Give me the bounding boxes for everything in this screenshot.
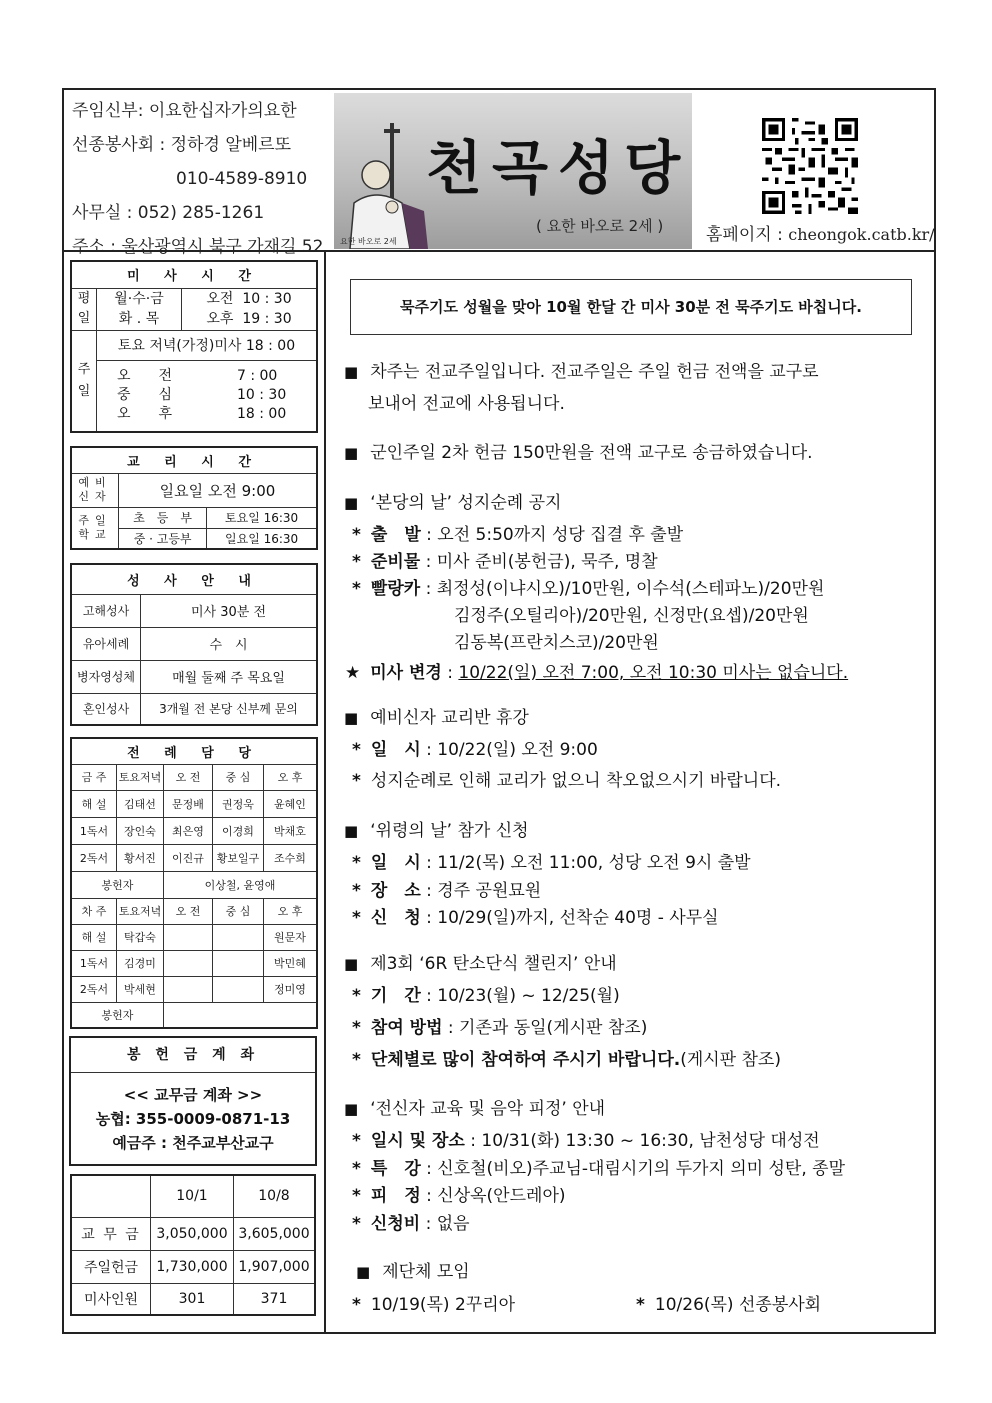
church-title: 천곡성당 — [426, 134, 691, 202]
minister: 이경희 — [213, 817, 264, 844]
carbon-period: * 기 간 : 10/23(월) ~ 12/25(월) — [352, 981, 620, 1006]
pope-illustration-icon — [340, 123, 428, 249]
role: 해 설 — [71, 924, 117, 950]
souls-day-apply: * 신 청 : 10/29(일)까지, 선착순 40명 - 사무실 — [352, 903, 719, 928]
catechumen-break-title: ■ 예비신자 교리반 휴강 — [344, 703, 529, 728]
col-header: 오 전 — [164, 898, 213, 924]
homepage-label: 홈페이지 : — [706, 225, 783, 245]
education-title: ■ ‘전신자 교육 및 음악 피정’ 안내 — [344, 1094, 605, 1119]
minister: 원문자 — [264, 924, 318, 950]
role: 2독서 — [71, 976, 117, 1002]
weekday-days-2: 화 . 목 — [118, 311, 160, 327]
education-when: * 일시 및 장소 : 10/31(화) 13:30 ~ 16:30, 남천성당 대성전 — [352, 1126, 820, 1151]
offering-label: 봉헌자 — [71, 871, 164, 898]
col-header: 토요저녁 — [117, 764, 164, 790]
pilgrimage-prep: * 준비물 : 미사 준비(봉헌금), 묵주, 명찰 — [352, 547, 658, 572]
sunday-mass-row: 중 심 10 : 30 — [117, 387, 287, 404]
carbon-group-note: * 단체별로 많이 참여하여 주시기 바랍니다.(게시판 참조) — [352, 1045, 781, 1070]
saturday-mass: 토요 저녁(가정)미사 18 : 00 — [97, 330, 318, 360]
finance-value: 3,050,000 — [151, 1217, 234, 1250]
offering-value — [164, 1002, 318, 1028]
role: 2독서 — [71, 844, 117, 871]
weekday-ampm-1: 오전 — [206, 291, 234, 307]
sacrament-name: 유아세례 — [71, 627, 141, 660]
finance-value: 1,907,000 — [234, 1250, 316, 1283]
catechumen-break-note: * 성지순례로 인해 교리가 없으니 착오없으시기 바랍니다. — [352, 766, 781, 791]
col-header: 금 주 — [71, 764, 117, 790]
minister — [213, 924, 264, 950]
weekday-label: 평일 — [71, 288, 97, 330]
col-header: 토요저녁 — [117, 898, 164, 924]
col-header: 중 심 — [213, 898, 264, 924]
education-retreat: * 피 정 : 신상옥(안드레아) — [352, 1181, 566, 1206]
rosary-notice: 묵주기도 성월을 맞아 10월 한달 간 미사 30분 전 묵주기도 바칩니다. — [350, 279, 912, 335]
souls-day-place: * 장 소 : 경주 공원묘원 — [352, 876, 541, 901]
minister: 황서진 — [117, 844, 164, 871]
homepage-link[interactable]: cheongok.catb.kr/ — [788, 225, 935, 244]
mass-times-title: 미 사 시 간 — [71, 261, 317, 288]
parish-info — [72, 94, 323, 264]
sunday-label: 주일 — [71, 330, 97, 432]
sacrament-value: 수 시 — [141, 627, 318, 660]
pilgrimage-donation-cont: 김정주(오틸리아)/20만원, 신정만(요셉)/20만원 — [454, 606, 809, 626]
account-holder: 예금주 : 천주교부산교구 — [112, 1134, 274, 1152]
minister — [213, 950, 264, 976]
minister: 문정배 — [164, 790, 213, 817]
catechism-title: 교 리 시 간 — [71, 447, 317, 473]
role: 1독서 — [71, 817, 117, 844]
minister: 조수희 — [264, 844, 318, 871]
minister: 윤혜인 — [264, 790, 318, 817]
col-header: 오 전 — [164, 764, 213, 790]
sacrament-value: 3개월 전 본당 신부께 문의 — [141, 693, 318, 725]
col-header: 차 주 — [71, 898, 117, 924]
school-group: 초 등 부 — [119, 507, 207, 528]
account-heading: << 교무금 계좌 >> — [123, 1086, 263, 1104]
mission-sunday-notice-cont: 보내어 전교에 사용됩니다. — [368, 394, 565, 414]
carbon-method: * 참여 방법 : 기존과 동일(게시판 참조) — [352, 1013, 647, 1038]
group-meeting: * 10/19(목) 2꾸리아 — [352, 1290, 515, 1315]
school-time: 토요일 16:30 — [207, 507, 317, 528]
finance-value: 301 — [151, 1283, 234, 1315]
finance-table — [70, 1174, 316, 1316]
minister — [164, 924, 213, 950]
carbon-challenge-title: ■ 제3회 ‘6R 탄소단식 챌린지’ 안내 — [344, 949, 617, 974]
minister: 장인숙 — [117, 817, 164, 844]
minister — [164, 950, 213, 976]
sunday-mass-row: 오 후 18 : 00 — [117, 406, 287, 423]
pilgrimage-donation-cont: 김동복(프란치스코)/20만원 — [454, 633, 659, 653]
souls-day-date: * 일 시 : 11/2(목) 오전 11:00, 성당 오전 9시 출발 — [352, 848, 751, 873]
minister: 김태선 — [117, 790, 164, 817]
sacrament-name: 혼인성사 — [71, 693, 141, 725]
offering-account-box — [69, 1036, 317, 1166]
sacraments-title: 성 사 안 내 — [71, 564, 317, 594]
minister: 최은영 — [164, 817, 213, 844]
liturgy-title: 전 례 담 당 — [71, 738, 317, 764]
weekday-ampm-2: 오후 — [206, 311, 234, 327]
finance-value: 1,730,000 — [151, 1250, 234, 1283]
minister — [213, 976, 264, 1002]
account-number: 농협: 355-0009-0871-13 — [95, 1110, 291, 1128]
council-phone: 010-4589-8910 — [176, 169, 308, 189]
office-phone: 사무실 : 052) 285-1261 — [72, 203, 265, 223]
sacrament-value: 미사 30분 전 — [141, 594, 318, 627]
banner-caption: 요한 바오로 2세 — [340, 237, 397, 246]
sunday-school-label: 주일학교 — [71, 507, 119, 549]
church-subtitle: ( 요한 바오로 2세 ) — [536, 217, 664, 235]
minister: 권정욱 — [213, 790, 264, 817]
funeral-council: 선종봉사회 : 정하경 알베르또 — [72, 135, 292, 155]
sacrament-name: 병자영성체 — [71, 660, 141, 693]
pastor: 주임신부: 이요한십자가의요한 — [72, 101, 297, 121]
offering-value: 이상철, 윤영애 — [164, 871, 318, 898]
minister: 정미영 — [264, 976, 318, 1002]
liturgy-table — [70, 737, 318, 1029]
sacraments-table — [70, 563, 318, 726]
minister: 박세현 — [117, 976, 164, 1002]
finance-label: 미사인원 — [71, 1283, 151, 1315]
finance-value: 371 — [234, 1283, 316, 1315]
sunday-mass-row: 오 전 7 : 00 — [117, 368, 278, 385]
pilgrimage-depart: * 출 발 : 오전 5:50까지 성당 집결 후 출발 — [352, 520, 683, 545]
mass-change: ★ 미사 변경 : 10/22(일) 오전 7:00, 오전 10:30 미사는 없습니다. — [345, 658, 848, 683]
church-banner — [334, 93, 692, 249]
finance-corner — [71, 1175, 151, 1217]
minister: 황보일구 — [213, 844, 264, 871]
education-lecture: * 특 강 : 신호철(비오)주교님-대림시기의 두가지 의미 성탄, 종말 — [352, 1154, 845, 1179]
group-meeting: * 10/26(목) 선종봉사회 — [636, 1290, 821, 1315]
role: 1독서 — [71, 950, 117, 976]
sacrament-value: 매월 둘째 주 목요일 — [141, 660, 318, 693]
column-divider — [324, 250, 326, 1334]
address: 주소 : 울산광역시 북구 가재길 52 — [72, 237, 324, 257]
education-fee: * 신청비 : 없음 — [352, 1209, 470, 1234]
qr-code-icon[interactable] — [762, 118, 858, 214]
minister: 김경미 — [117, 950, 164, 976]
col-header: 중 심 — [213, 764, 264, 790]
catechumen-label: 예비신자 — [71, 473, 119, 507]
col-header: 오 후 — [264, 898, 318, 924]
finance-date: 10/8 — [234, 1175, 316, 1217]
finance-label: 주일헌금 — [71, 1250, 151, 1283]
pilgrimage-title: ■ ‘본당의 날’ 성지순례 공지 — [344, 488, 561, 513]
weekday-time-2: 19 : 30 — [242, 311, 292, 327]
minister: 박채호 — [264, 817, 318, 844]
finance-label: 교 무 금 — [71, 1217, 151, 1250]
groups-title: ■ 제단체 모임 — [356, 1257, 470, 1282]
pilgrimage-donation: * 빨랑카 : 최정성(이냐시오)/10만원, 이수석(스테파노)/20만원 — [352, 574, 824, 599]
mission-sunday-notice: ■ 차주는 전교주일입니다. 전교주일은 주일 헌금 전액을 교구로 — [344, 357, 819, 382]
role: 해 설 — [71, 790, 117, 817]
catechumen-break-date: * 일 시 : 10/22(일) 오전 9:00 — [352, 735, 598, 760]
weekday-days-1: 월·수·금 — [114, 291, 164, 307]
minister: 박민혜 — [264, 950, 318, 976]
finance-value: 3,605,000 — [234, 1217, 316, 1250]
finance-date: 10/1 — [151, 1175, 234, 1217]
school-group: 중 · 고등부 — [119, 528, 207, 549]
catechism-table — [70, 446, 318, 550]
minister: 이진규 — [164, 844, 213, 871]
catechumen-time: 일요일 오전 9:00 — [119, 473, 318, 507]
offering-account-title: 봉 헌 금 계 좌 — [71, 1038, 315, 1073]
sacrament-name: 고해성사 — [71, 594, 141, 627]
col-header: 오 후 — [264, 764, 318, 790]
mass-times-table — [70, 260, 318, 433]
homepage — [706, 220, 935, 245]
offering-label: 봉헌자 — [71, 1002, 164, 1028]
military-sunday-notice: ■ 군인주일 2차 헌금 150만원을 전액 교구로 송금하였습니다. — [344, 438, 813, 463]
minister: 탁갑숙 — [117, 924, 164, 950]
weekday-time-1: 10 : 30 — [242, 291, 292, 307]
souls-day-title: ■ ‘위령의 날’ 참가 신청 — [344, 816, 529, 841]
school-time: 일요일 16:30 — [207, 528, 317, 549]
minister — [164, 976, 213, 1002]
